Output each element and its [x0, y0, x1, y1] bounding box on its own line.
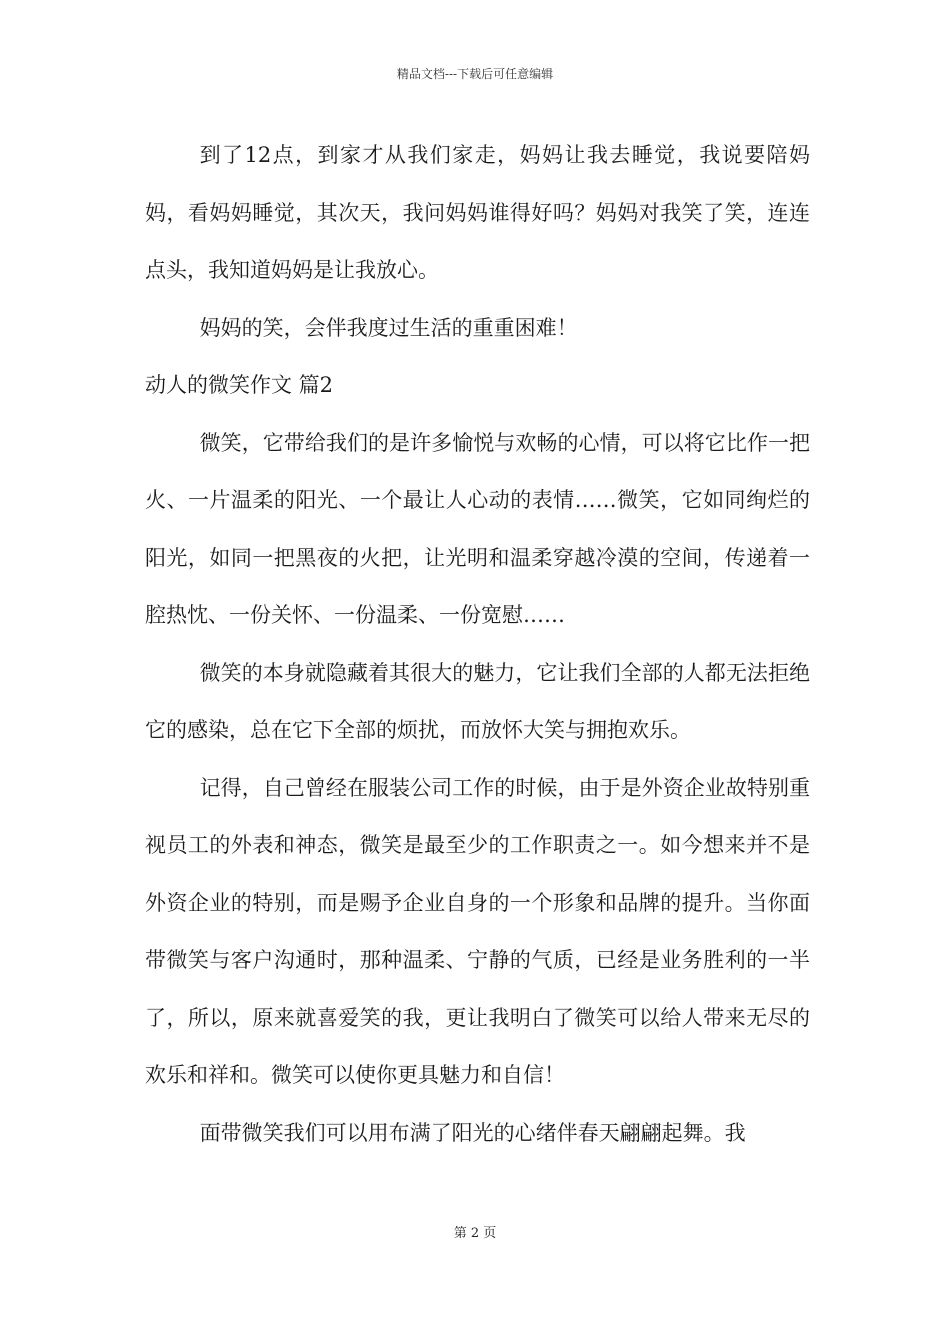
- paragraph: 面带微笑我们可以用布满了阳光的心绪伴春天翩翩起舞。我: [199, 1120, 746, 1145]
- page-header: 精品文档---下载后可任意编辑: [396, 67, 554, 81]
- paragraph: 妈妈的笑，会伴我度过生活的重重困难！: [199, 315, 578, 340]
- document-body: [145, 127, 810, 1162]
- page-number: 第 2 页: [453, 1226, 497, 1241]
- paragraph: 微笑的本身就隐藏着其很大的魅力，它让我们全部的人都无法拒绝它的感染，总在它下全部的烦扰，而放怀大笑与拥抱欢乐。: [145, 660, 810, 742]
- section-heading: 动人的微笑作文 篇2: [145, 373, 334, 397]
- paragraph: 到了12点，到家才从我们家走，妈妈让我去睡觉，我说要陪妈妈，看妈妈睡觉，其次天，我问妈妈谁得好吗？妈妈对我笑了笑，连连点头，我知道妈妈是让我放心。: [145, 143, 810, 282]
- paragraph: 微笑，它带给我们的是许多愉悦与欢畅的心情，可以将它比作一把火、一片温柔的阳光、一个最让人心动的表情……微笑，它如同绚烂的阳光，如同一把黑夜的火把，让光明和温柔穿越冷漠的空间，传递着一腔热忱、一份关怀、一份温柔、一份宽慰……: [145, 430, 810, 627]
- paragraph: 记得，自己曾经在服装公司工作的时候，由于是外资企业故特别重视员工的外表和神态，微笑是最至少的工作职责之一。如今想来并不是外资企业的特别，而是赐予企业自身的一个形象和品牌的提升。当你面带微笑与客户沟通时，那种温柔、宁静的气质，已经是业务胜利的一半了，所以，原来就喜爱笑的我，更让我明白了微笑可以给人带来无尽的欢乐和祥和。微笑可以使你更具魅力和自信！: [145, 775, 810, 1087]
